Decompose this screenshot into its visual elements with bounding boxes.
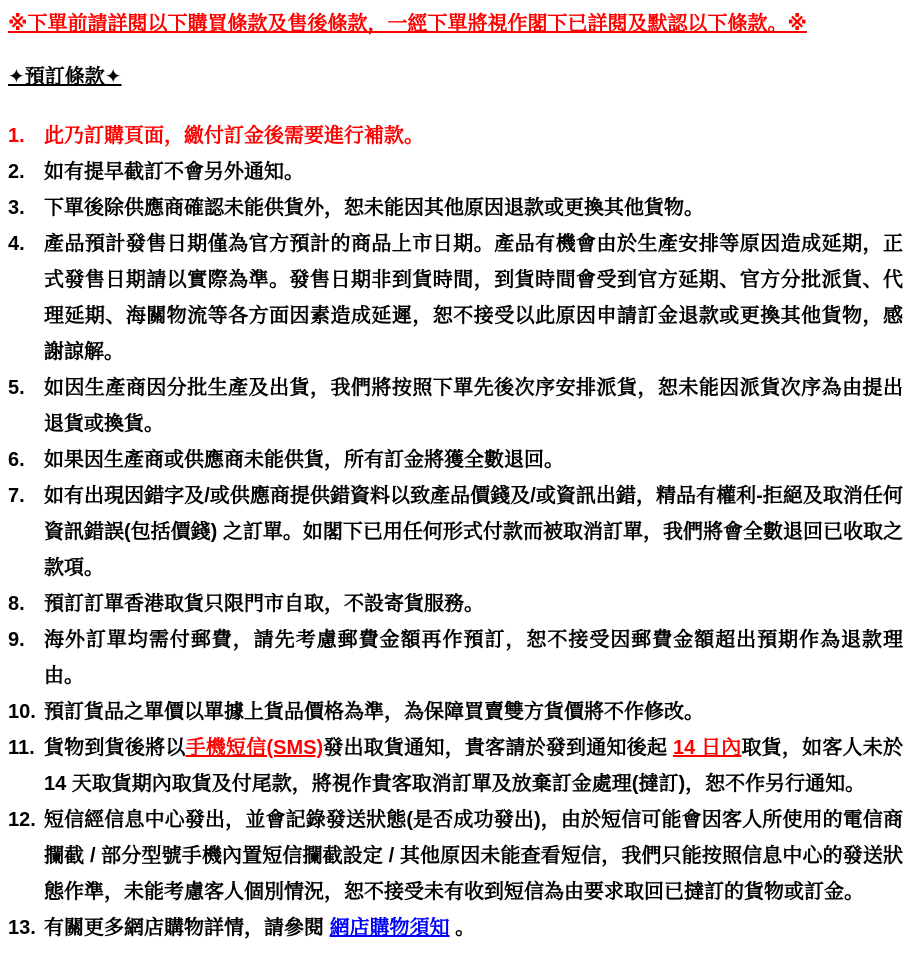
term-item-8: [8, 586, 903, 622]
term-text: [44, 442, 903, 478]
term-item-11: [8, 730, 903, 802]
pickup-deadline-highlight: 14 日內: [672, 737, 742, 759]
term-text: [44, 622, 903, 694]
term-segment: 如有提早截訂不會另外通知。: [44, 161, 304, 183]
term-segment: 短信經信息中心發出，並會記錄發送狀態(是否成功發出)，由於短信可能會因客人所使用的電信商攔截 / 部分型號手機內置短信攔截設定 / 其他原因未能查看短信，我們只能按照信息中心的發送狀態作準，未能考慮客人個別情況，恕不接受未有收到短信為由要求取回已撻訂的貨物或訂金。: [44, 809, 903, 903]
term-segment: 如有出現因錯字及/或供應商提供錯資料以致產品價錢及/或資訊出錯，精品有權利-拒絕及取消任何資訊錯誤(包括價錢) 之訂單。如閣下已用任何形式付款而被取消訂單，我們將會全數退回已收取之款項。: [44, 485, 903, 579]
term-segment: 如因生產商因分批生產及出貨，我們將按照下單先後次序安排派貨，恕未能因派貨次序為由提出退貨或換貨。: [44, 377, 903, 435]
term-segment: 。: [449, 917, 476, 939]
pre-order-notice: ※下單前請詳閱以下購買條款及售後條款，一經下單將視作閣下已詳閱及默認以下條款。※: [8, 13, 807, 35]
term-item-6: [8, 442, 903, 478]
term-segment: 有關更多網店購物詳情，請參閱: [44, 917, 330, 939]
term-number: 5.: [8, 377, 25, 399]
term-segment: 取貨，如客人未於 14 天取貨期內取貨及付尾款，將視作貴客取消訂單及放棄訂金處理(撻訂)，恕不作另行通知。: [44, 737, 904, 795]
term-text: [44, 154, 903, 190]
term-text: [44, 910, 903, 946]
term-item-3: [8, 190, 903, 226]
term-text: [44, 226, 903, 370]
term-text: [44, 802, 903, 910]
term-number: 11.: [8, 737, 35, 759]
term-text: [44, 586, 903, 622]
term-segment: 海外訂單均需付郵費，請先考慮郵費金額再作預訂，恕不接受因郵費金額超出預期作為退款理由。: [44, 629, 903, 687]
term-number: 10.: [8, 701, 36, 723]
term-number: 9.: [8, 629, 25, 651]
term-number: 13.: [8, 917, 36, 939]
term-item-4: [8, 226, 903, 370]
term-segment: 如果因生產商或供應商未能供貨，所有訂金將獲全數退回。: [44, 449, 564, 471]
term-number: 1.: [8, 125, 25, 147]
term-item-7: [8, 478, 903, 586]
term-text: [44, 118, 903, 154]
term-number: 6.: [8, 449, 25, 471]
term-item-12: [8, 802, 903, 910]
term-text: [44, 730, 903, 802]
term-segment: 預訂貨品之單價以單據上貨品價格為準，為保障買賣雙方貨價將不作修改。: [44, 701, 704, 723]
term-number: 7.: [8, 485, 25, 507]
term-number: 4.: [8, 233, 25, 255]
sms-highlight: 手機短信(SMS): [185, 737, 324, 759]
term-segment: 貨物到貨後將以: [44, 737, 186, 759]
terms-list: [8, 118, 903, 946]
term-number: 2.: [8, 161, 25, 183]
term-text: [44, 370, 903, 442]
term-number: 8.: [8, 593, 25, 615]
term-segment: 下單後除供應商確認未能供貨外，恕未能因其他原因退款或更換其他貨物。: [44, 197, 704, 219]
term-text: [44, 694, 903, 730]
term-item-9: [8, 622, 903, 694]
term-item-2: [8, 154, 903, 190]
term-text: [44, 478, 903, 586]
term-text: [44, 190, 903, 226]
term-number: 12.: [8, 809, 36, 831]
term-segment: 發出取貨通知，貴客請於發到通知後起: [323, 737, 673, 759]
term-number: 3.: [8, 197, 25, 219]
term-item-13: [8, 910, 903, 946]
term-segment: 產品預計發售日期僅為官方預計的商品上市日期。產品有機會由於生產安排等原因造成延期，正式發售日期請以實際為準。發售日期非到貨時間，到貨時間會受到官方延期、官方分批派貨、代理延期、海關物流等各方面因素造成延遲，恕不接受以此原因申請訂金退款或更換其他貨物，感謝諒解。: [44, 233, 903, 363]
term-item-5: [8, 370, 903, 442]
term-item-1: [8, 118, 903, 154]
term-segment: 預訂訂單香港取貨只限門市自取，不設寄貨服務。: [44, 593, 484, 615]
section-title: ✦預訂條款✦: [8, 66, 122, 88]
shop-guide-link[interactable]: 網店購物須知: [329, 917, 450, 939]
term-segment: 此乃訂購頁面，繳付訂金後需要進行補款。: [44, 125, 424, 147]
term-item-10: [8, 694, 903, 730]
